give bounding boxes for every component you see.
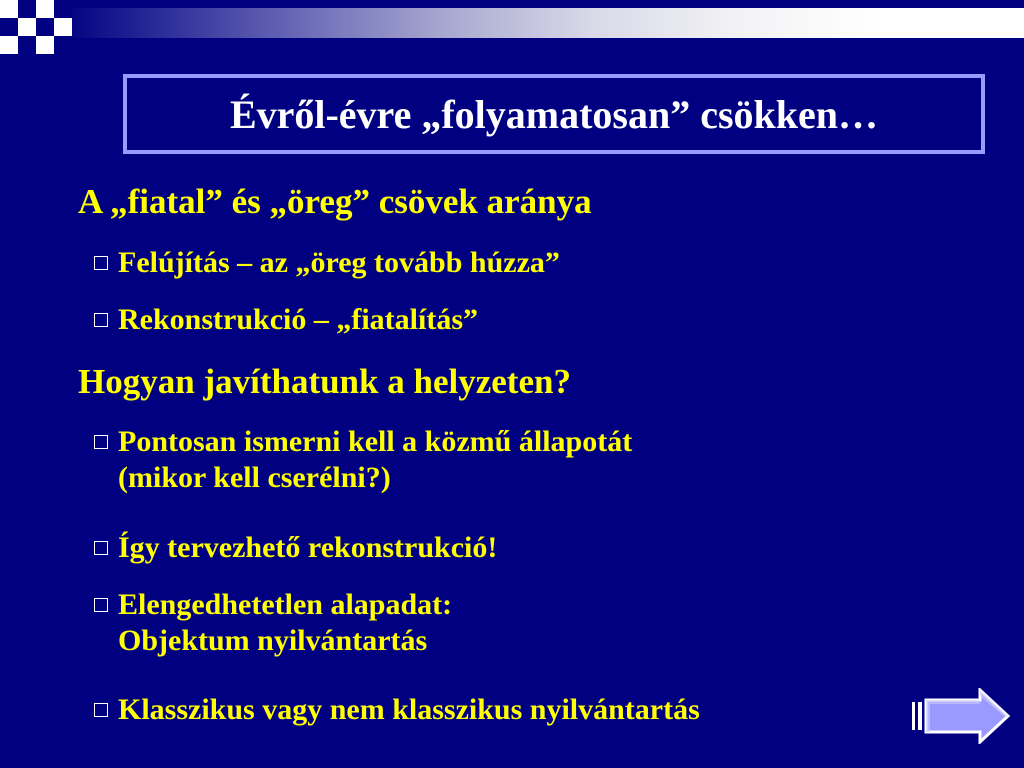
hollow-square-bullet-icon: [94, 703, 108, 717]
bullet-level2: [94, 424, 632, 496]
next-slide-arrow-icon: [908, 688, 1012, 744]
hollow-square-bullet-icon: [94, 541, 108, 555]
bullet-text: Klasszikus vagy nem klasszikus nyilvántartás: [118, 693, 700, 726]
bullet-text: Rekonstrukció – „fiatalítás”: [118, 303, 478, 336]
bullet-text: A „fiatal” és „öreg” csövek aránya: [78, 182, 592, 221]
bullet-text: (mikor kell cserélni?): [118, 461, 391, 494]
hollow-square-bullet-icon: [94, 256, 108, 270]
hollow-square-bullet-icon: [94, 598, 108, 612]
next-slide-button[interactable]: [908, 688, 1012, 744]
bullet-level2: [94, 302, 478, 338]
bullet-text: Felújítás – az „öreg tovább húzza”: [118, 246, 560, 279]
bullet-level1: [78, 182, 592, 222]
slide-title: Évről-évre „folyamatosan” csökken…: [229, 91, 879, 137]
bullet-text: Pontosan ismerni kell a közmű állapotát: [118, 425, 633, 458]
bullet-text: Objektum nyilvántartás: [118, 624, 428, 657]
hollow-square-bullet-icon: [94, 435, 108, 449]
bullet-level2: [94, 245, 560, 281]
bullet-text: Így tervezhető rekonstrukció!: [118, 531, 498, 564]
hollow-square-bullet-icon: [94, 313, 108, 327]
bullet-text: Elengedhetetlen alapadat:: [118, 588, 453, 621]
bullet-level2: [94, 530, 497, 566]
bullet-level2: [94, 692, 700, 728]
bullet-text: Hogyan javíthatunk a helyzeten?: [78, 362, 571, 401]
bullet-level2: [94, 587, 452, 659]
bullet-level1: [78, 362, 571, 402]
